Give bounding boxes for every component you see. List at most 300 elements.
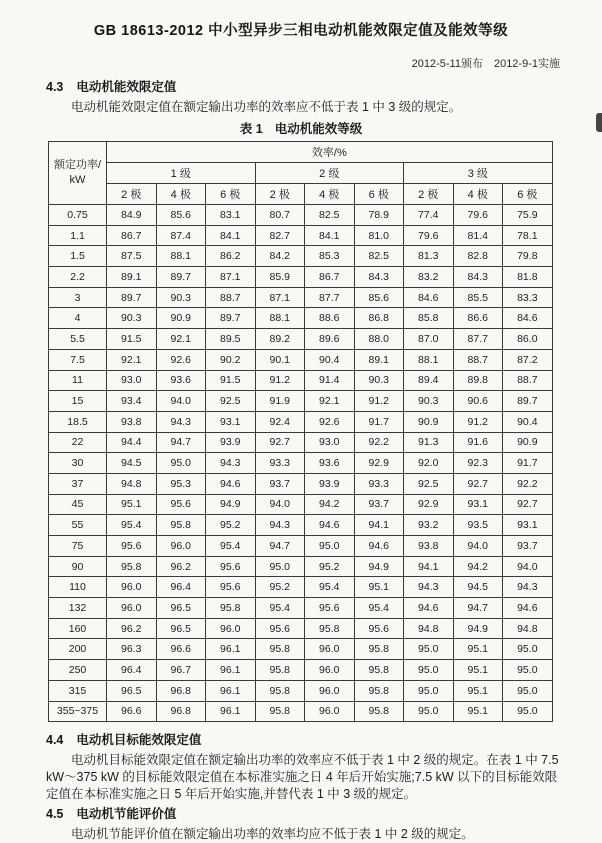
pole-header: 6 极 [503,184,553,205]
efficiency-cell: 95.4 [255,598,305,619]
efficiency-cell: 87.1 [255,287,305,308]
table-caption [0,119,602,137]
efficiency-cell: 96.0 [206,618,256,639]
table-row [49,225,553,246]
efficiency-cell: 93.9 [305,473,355,494]
efficiency-cell: 89.2 [255,329,305,350]
efficiency-cell: 92.6 [156,349,206,370]
efficiency-cell: 82.8 [453,246,503,267]
table-row [49,473,553,494]
efficiency-cell: 88.6 [305,308,355,329]
efficiency-cell: 81.4 [453,225,503,246]
efficiency-cell: 96.0 [305,680,355,701]
efficiency-cell: 95.8 [354,660,404,681]
efficiency-cell: 94.3 [156,411,206,432]
efficiency-cell: 85.8 [404,308,454,329]
efficiency-cell: 92.5 [404,473,454,494]
efficiency-cell: 95.1 [453,701,503,722]
efficiency-cell: 91.3 [404,432,454,453]
efficiency-cell: 96.5 [107,680,157,701]
efficiency-cell: 96.0 [305,701,355,722]
table-row [49,267,553,288]
efficiency-cell: 85.9 [255,267,305,288]
efficiency-cell: 95.6 [206,577,256,598]
efficiency-cell: 91.9 [255,391,305,412]
efficiency-cell: 95.0 [503,701,553,722]
table-row [49,329,553,350]
power-cell: 0.75 [49,205,107,226]
efficiency-cell: 92.6 [305,411,355,432]
table-row [49,494,553,515]
efficiency-cell: 93.7 [255,473,305,494]
section-4-4-title: 电动机目标能效限定值 [76,733,202,748]
efficiency-cell: 96.5 [156,598,206,619]
table-row [49,287,553,308]
efficiency-cell: 91.7 [503,453,553,474]
efficiency-cell: 84.3 [354,267,404,288]
efficiency-cell: 91.4 [305,370,355,391]
efficiency-cell: 95.6 [206,556,256,577]
efficiency-cell: 96.0 [107,598,157,619]
efficiency-cell: 96.6 [156,639,206,660]
pole-header: 2 极 [255,184,305,205]
table-row [49,205,553,226]
efficiency-cell: 94.0 [453,536,503,557]
section-4-3-title: 电动机能效限定值 [76,80,177,94]
efficiency-cell: 95.1 [453,639,503,660]
power-cell: 7.5 [49,349,107,370]
publish-dates: 2012-5-11颁布 2012-9-1实施 [411,58,560,70]
section-4-3-heading [46,77,602,95]
grade-1-header: 1 级 [107,163,256,184]
power-cell: 45 [49,494,107,515]
efficiency-cell: 94.6 [354,536,404,557]
power-cell: 200 [49,639,107,660]
efficiency-cell: 93.2 [404,515,454,536]
efficiency-cell: 90.2 [206,349,256,370]
efficiency-cell: 75.9 [503,205,553,226]
efficiency-cell: 95.0 [156,453,206,474]
efficiency-cell: 77.4 [404,205,454,226]
efficiency-cell: 84.6 [503,308,553,329]
efficiency-cell: 84.9 [107,205,157,226]
efficiency-cell: 94.9 [354,556,404,577]
efficiency-cell: 94.0 [503,556,553,577]
efficiency-cell: 94.3 [206,453,256,474]
efficiency-cell: 83.1 [206,205,256,226]
efficiency-cell: 96.8 [156,701,206,722]
efficiency-cell: 96.5 [156,618,206,639]
pole-header: 6 极 [206,184,256,205]
efficiency-cell: 95.1 [354,577,404,598]
efficiency-cell: 95.6 [255,618,305,639]
efficiency-cell: 96.1 [206,680,256,701]
efficiency-cell: 86.0 [503,329,553,350]
efficiency-cell: 91.5 [107,329,157,350]
efficiency-cell: 78.9 [354,205,404,226]
efficiency-cell: 81.3 [404,246,454,267]
efficiency-cell: 95.0 [255,556,305,577]
power-cell: 90 [49,556,107,577]
efficiency-cell: 90.3 [354,370,404,391]
efficiency-cell: 94.4 [107,432,157,453]
efficiency-cell: 95.0 [404,680,454,701]
efficiency-cell: 94.5 [453,577,503,598]
efficiency-cell: 92.9 [354,453,404,474]
efficiency-cell: 94.9 [206,494,256,515]
efficiency-cell: 95.0 [503,639,553,660]
efficiency-cell: 85.6 [354,287,404,308]
power-header-line2: kW [69,174,86,186]
efficiency-cell: 81.8 [503,267,553,288]
efficiency-cell: 95.0 [404,639,454,660]
efficiency-cell: 93.3 [255,453,305,474]
efficiency-cell: 92.5 [206,391,256,412]
efficiency-cell: 95.0 [404,701,454,722]
efficiency-cell: 96.7 [156,660,206,681]
table-row [49,701,553,722]
efficiency-cell: 96.8 [156,680,206,701]
power-column-header [49,142,107,205]
efficiency-cell: 91.7 [354,411,404,432]
power-cell: 110 [49,577,107,598]
efficiency-cell: 95.4 [354,598,404,619]
efficiency-cell: 96.2 [107,618,157,639]
efficiency-cell: 89.7 [206,308,256,329]
efficiency-cell: 95.8 [354,701,404,722]
power-cell: 160 [49,618,107,639]
efficiency-cell: 95.8 [354,639,404,660]
efficiency-cell: 92.7 [255,432,305,453]
efficiency-cell: 92.0 [404,453,454,474]
efficiency-cell: 93.0 [107,370,157,391]
efficiency-cell: 89.6 [305,329,355,350]
table-row [49,577,553,598]
efficiency-cell: 95.6 [156,494,206,515]
efficiency-cell: 95.1 [453,680,503,701]
efficiency-cell: 87.7 [305,287,355,308]
power-cell: 22 [49,432,107,453]
section-4-5-heading [46,804,602,822]
efficiency-cell: 93.8 [404,536,454,557]
power-cell: 1.1 [49,225,107,246]
efficiency-cell: 86.7 [305,267,355,288]
efficiency-cell: 90.9 [503,432,553,453]
efficiency-cell: 86.8 [354,308,404,329]
efficiency-cell: 87.1 [206,267,256,288]
power-cell: 2.2 [49,267,107,288]
efficiency-cell: 94.0 [156,391,206,412]
table-row [49,453,553,474]
efficiency-cell: 95.8 [255,660,305,681]
efficiency-cell: 95.1 [107,494,157,515]
efficiency-cell: 94.8 [503,618,553,639]
power-cell: 250 [49,660,107,681]
efficiency-cell: 84.1 [305,225,355,246]
power-cell: 15 [49,391,107,412]
pole-header: 4 极 [453,184,503,205]
efficiency-cell: 96.0 [156,536,206,557]
efficiency-cell: 90.6 [453,391,503,412]
efficiency-cell: 90.4 [305,349,355,370]
pole-header: 4 极 [305,184,355,205]
efficiency-cell: 95.2 [305,556,355,577]
efficiency-cell: 92.1 [156,329,206,350]
efficiency-cell: 89.1 [354,349,404,370]
pole-header: 2 极 [107,184,157,205]
power-cell: 5.5 [49,329,107,350]
efficiency-cell: 90.3 [156,287,206,308]
power-cell: 30 [49,453,107,474]
efficiency-cell: 92.3 [453,453,503,474]
efficiency-cell: 89.7 [156,267,206,288]
efficiency-cell: 85.6 [156,205,206,226]
section-4-4-heading [46,730,602,748]
efficiency-cell: 80.7 [255,205,305,226]
table-row [49,660,553,681]
efficiency-cell: 93.7 [354,494,404,515]
efficiency-cell: 88.7 [453,349,503,370]
section-4-5-title: 电动机节能评价值 [76,807,177,822]
efficiency-cell: 94.3 [404,577,454,598]
efficiency-cell: 93.6 [156,370,206,391]
section-4-3-number: 4.3 [46,80,64,94]
efficiency-cell: 88.7 [206,287,256,308]
efficiency-cell: 86.6 [453,308,503,329]
efficiency-cell: 96.1 [206,639,256,660]
efficiency-cell: 95.8 [107,556,157,577]
efficiency-cell: 95.0 [503,660,553,681]
efficiency-cell: 89.4 [404,370,454,391]
header-row-poles [49,184,553,205]
efficiency-cell: 78.1 [503,225,553,246]
efficiency-cell: 83.2 [404,267,454,288]
efficiency-cell: 95.8 [156,515,206,536]
efficiency-cell: 92.4 [255,411,305,432]
efficiency-cell: 90.3 [107,308,157,329]
efficiency-cell: 94.3 [255,515,305,536]
efficiency-cell: 93.1 [453,494,503,515]
efficiency-cell: 90.3 [404,391,454,412]
efficiency-cell: 95.2 [255,577,305,598]
section-4-4-number: 4.4 [46,733,64,748]
efficiency-cell: 96.0 [305,660,355,681]
efficiency-cell: 85.5 [453,287,503,308]
efficiency-cell: 83.3 [503,287,553,308]
efficiency-cell: 93.4 [107,391,157,412]
efficiency-cell: 96.2 [156,556,206,577]
efficiency-cell: 79.6 [453,205,503,226]
efficiency-cell: 92.9 [404,494,454,515]
efficiency-cell: 87.4 [156,225,206,246]
efficiency-cell: 95.0 [404,660,454,681]
efficiency-table [48,141,553,722]
power-header-line1: 额定功率/ [53,159,102,172]
efficiency-cell: 93.3 [354,473,404,494]
power-cell: 3 [49,287,107,308]
efficiency-cell: 94.3 [503,577,553,598]
efficiency-cell: 93.5 [453,515,503,536]
efficiency-cell: 94.1 [354,515,404,536]
efficiency-cell: 95.0 [305,536,355,557]
efficiency-cell: 87.0 [404,329,454,350]
efficiency-cell: 94.7 [255,536,305,557]
efficiency-cell: 89.1 [107,267,157,288]
efficiency-cell: 95.8 [206,598,256,619]
power-cell: 4 [49,308,107,329]
efficiency-cell: 87.5 [107,246,157,267]
efficiency-cell: 89.5 [206,329,256,350]
efficiency-cell: 79.6 [404,225,454,246]
efficiency-cell: 94.8 [404,618,454,639]
efficiency-cell: 86.7 [107,225,157,246]
table-row [49,618,553,639]
power-cell: 37 [49,473,107,494]
efficiency-cell: 95.6 [305,598,355,619]
efficiency-cell: 95.3 [156,473,206,494]
efficiency-cell: 84.2 [255,246,305,267]
efficiency-cell: 95.2 [206,515,256,536]
efficiency-cell: 95.8 [305,618,355,639]
header-row-efficiency [49,142,553,163]
efficiency-cell: 88.1 [404,349,454,370]
efficiency-cell: 91.5 [206,370,256,391]
efficiency-cell: 95.0 [503,680,553,701]
efficiency-cell: 88.7 [503,370,553,391]
efficiency-cell: 95.4 [107,515,157,536]
efficiency-cell: 94.9 [453,618,503,639]
efficiency-cell: 96.6 [107,701,157,722]
efficiency-cell: 94.6 [305,515,355,536]
efficiency-cell: 95.8 [354,680,404,701]
efficiency-cell: 94.2 [453,556,503,577]
efficiency-cell: 91.6 [453,432,503,453]
table-row [49,349,553,370]
efficiency-cell: 93.1 [206,411,256,432]
efficiency-cell: 93.9 [206,432,256,453]
efficiency-cell: 96.1 [206,660,256,681]
table-row [49,515,553,536]
efficiency-cell: 86.2 [206,246,256,267]
efficiency-cell: 94.6 [404,598,454,619]
efficiency-cell: 95.8 [255,639,305,660]
efficiency-cell: 84.1 [206,225,256,246]
efficiency-cell: 85.3 [305,246,355,267]
efficiency-cell: 92.2 [503,473,553,494]
efficiency-cell: 89.7 [107,287,157,308]
section-4-3-body: 电动机能效限定值在额定输出功率的效率应不低于表 1 中 3 级的规定。 [71,100,462,114]
header-row-grades [49,163,553,184]
efficiency-cell: 95.6 [354,618,404,639]
table-row [49,391,553,412]
efficiency-cell: 95.4 [305,577,355,598]
efficiency-cell: 91.2 [255,370,305,391]
efficiency-cell: 81.0 [354,225,404,246]
power-cell: 75 [49,536,107,557]
table-row [49,411,553,432]
table-row [49,370,553,391]
efficiency-cell: 93.1 [503,515,553,536]
table-row [49,432,553,453]
efficiency-cell: 79.8 [503,246,553,267]
efficiency-cell: 90.4 [503,411,553,432]
efficiency-cell: 90.1 [255,349,305,370]
efficiency-cell: 84.6 [404,287,454,308]
pole-header: 2 极 [404,184,454,205]
efficiency-cell: 93.6 [305,453,355,474]
efficiency-cell: 87.2 [503,349,553,370]
efficiency-cell: 94.5 [107,453,157,474]
table-caption-text: 电动机能效等级 [274,122,363,136]
grade-3-header: 3 级 [404,163,553,184]
efficiency-cell: 94.7 [156,432,206,453]
power-cell: 132 [49,598,107,619]
efficiency-cell: 94.6 [206,473,256,494]
efficiency-cell: 82.5 [354,246,404,267]
efficiency-cell: 82.7 [255,225,305,246]
power-cell: 315 [49,680,107,701]
efficiency-cell: 94.1 [404,556,454,577]
power-cell: 18.5 [49,411,107,432]
efficiency-cell: 90.9 [404,411,454,432]
document-title: GB 18613-2012 中小型异步三相电动机能效限定值及能效等级 [93,23,509,39]
power-cell: 55 [49,515,107,536]
pole-header: 4 极 [156,184,206,205]
power-cell: 1.5 [49,246,107,267]
efficiency-cell: 89.7 [503,391,553,412]
power-cell: 355~375 [49,701,107,722]
efficiency-cell: 93.8 [107,411,157,432]
efficiency-table-body [49,205,553,722]
efficiency-cell: 96.1 [206,701,256,722]
efficiency-cell: 95.8 [255,701,305,722]
efficiency-cell: 96.0 [107,577,157,598]
table-row [49,246,553,267]
efficiency-cell: 94.2 [305,494,355,515]
scan-artifact [596,113,602,132]
efficiency-cell: 94.0 [255,494,305,515]
efficiency-cell: 88.1 [156,246,206,267]
efficiency-cell: 92.1 [305,391,355,412]
efficiency-cell: 88.1 [255,308,305,329]
efficiency-cell: 95.4 [206,536,256,557]
table-row [49,536,553,557]
efficiency-cell: 95.8 [255,680,305,701]
efficiency-cell: 82.5 [305,205,355,226]
efficiency-cell: 84.3 [453,267,503,288]
efficiency-cell: 92.7 [453,473,503,494]
efficiency-cell: 93.0 [305,432,355,453]
efficiency-cell: 92.1 [107,349,157,370]
efficiency-cell: 94.6 [503,598,553,619]
efficiency-cell: 94.7 [453,598,503,619]
efficiency-cell: 92.2 [354,432,404,453]
efficiency-cell: 93.7 [503,536,553,557]
efficiency-cell: 95.6 [107,536,157,557]
pole-header: 6 极 [354,184,404,205]
efficiency-cell: 88.0 [354,329,404,350]
table-row [49,598,553,619]
efficiency-cell: 91.2 [354,391,404,412]
section-4-5-body: 电动机节能评价值在额定输出功率的效率均应不低于表 1 中 2 级的规定。 [71,827,474,842]
table-row [49,680,553,701]
efficiency-cell: 96.4 [107,660,157,681]
efficiency-cell: 94.8 [107,473,157,494]
efficiency-cell: 87.7 [453,329,503,350]
section-4-4-body: 电动机目标能效限定值在额定输出功率的效率应不低于表 1 中 2 级的规定。在表 1 中 7.5 kW～375 kW 的目标能效限定值在本标准实施之日 4 年后开始实施;7.5 kW 以下的目标能效限定值在本标准实施之日 5 年后开始实施,并替代表 1 中 3 级的规定。 [46,753,559,802]
efficiency-cell: 96.4 [156,577,206,598]
grade-2-header: 2 级 [255,163,404,184]
